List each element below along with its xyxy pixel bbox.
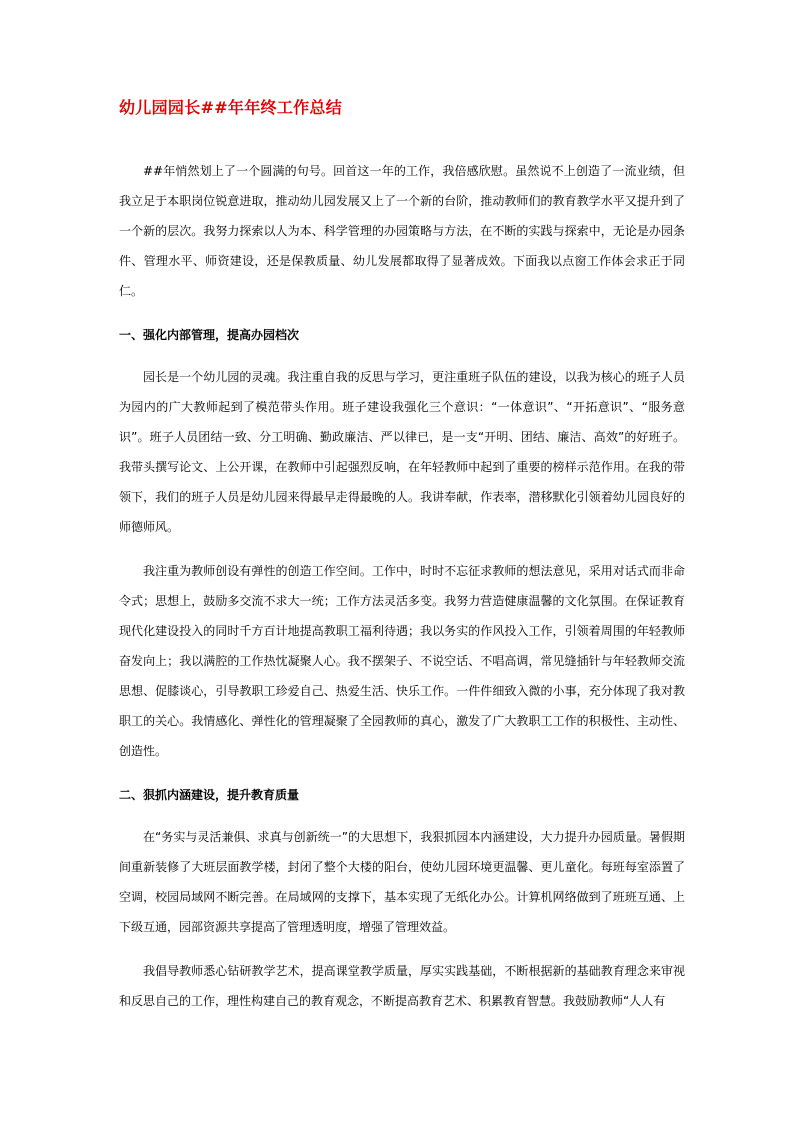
section-2-paragraph-1: 在“务实与灵活兼俱、求真与创新统一”的大思想下，我狠抓园本内涵建设，大力提升办园质量。暑假期间重新装修了大班层面教学楼，封闭了整个大楼的阳台，使幼儿园环境更温馨、更儿童化。每班每室添置了空调，校园局域网不断完善。在局域网的支撑下，基本实现了无纸化办公。计算机网络做到了班班互通、上下级互通，园部资源共享提高了管理透明度，增强了管理效益。 (119, 830, 685, 934)
section-1-paragraph-2: 我注重为教师创设有弹性的创造工作空间。工作中，时时不忘征求教师的想法意见，采用对话式而非命令式；思想上，鼓励多交流不求大一统；工作方法灵活多变。我努力营造健康温馨的文化氛围。在保证教育现代化建设投入的同时千方百计地提高教职工福利待遇；我以务实的作风投入工作，引领着周围的年轻教师奋发向上；我以满腔的工作热忱凝聚人心。我不摆架子、不说空话、不唱高调，常见缝插针与年轻教师交流思想、促膝谈心，引导教职工珍爱自己、热爱生活、快乐工作。一件件细致入微的小事，充分体现了我对教职工的关心。我情感化、弹性化的管理凝聚了全园教师的真心，激发了广大教职工工作的积极性、主动性、创造性。 (119, 564, 685, 758)
section-1-paragraph-1: 园长是一个幼儿园的灵魂。我注重自我的反思与学习，更注重班子队伍的建设，以我为核心的班子人员为园内的广大教师起到了模范带头作用。班子建设我强化三个意识：“一体意识”、“开拓意识”、“服务意识”。班子人员团结一致、分工明确、勤政廉洁、严以律已，是一支“开明、团结、廉洁、高效”的好班子。我带头撰写论文、上公开课，在教师中引起强烈反响，在年轻教师中起到了重要的榜样示范作用。在我的带领下，我们的班子人员是幼儿园来得最早走得最晚的人。我讲奉献，作表率，潜移默化引领着幼儿园良好的师德师风。 (119, 370, 685, 534)
document-body (119, 156, 685, 1016)
intro-paragraph: ##年悄然划上了一个圆满的句号。回首这一年的工作，我倍感欣慰。虽然说不上创造了一流业绩，但我立足于本职岗位锐意进取，推动幼儿园发展又上了一个新的台阶，推动教师们的教育教学水平又提升到了一个新的层次。我努力探索以人为本、科学管理的办园策略与方法，在不断的实践与探索中，无论是办园条件、管理水平、师资建设，还是保教质量、幼儿发展都取得了显著成效。下面我以点窗工作体会求正于同仁。 (119, 164, 685, 298)
section-2-paragraph-2: 我倡导教师悉心钻研教学艺术，提高课堂教学质量，厚实实践基础，不断根据新的基础教育理念来审视和反思自己的工作，理性构建自己的教育观念，不断提高教育艺术、积累教育智慧。我鼓励教师“人人有 (119, 964, 685, 1008)
section-1-heading: 一、强化内部管理，提高办园档次 (119, 328, 300, 342)
document-title: 幼儿园园长##年年终工作总结 (119, 98, 343, 117)
section-2-heading: 二、狠抓内涵建设，提升教育质量 (119, 788, 300, 802)
